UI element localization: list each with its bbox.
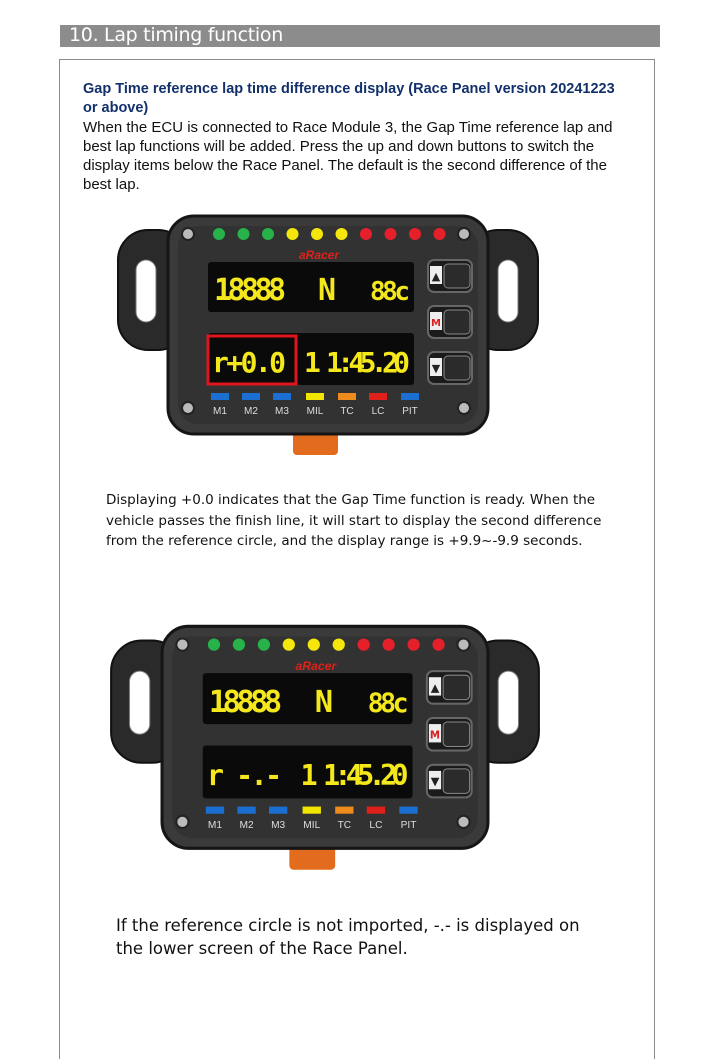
mode-icon: M [431, 318, 441, 329]
indicator-label-tc: TC [337, 819, 352, 831]
indicator-label-m3: M3 [271, 819, 286, 831]
status-led [262, 228, 274, 240]
status-led [409, 228, 421, 240]
rpm-readout: 18888 [208, 684, 283, 720]
indicator-label-m1: M1 [207, 819, 223, 831]
status-led [283, 639, 295, 651]
mode-icon: M [429, 730, 441, 742]
gap-readout: r+0.0 [212, 346, 286, 379]
mode-button[interactable] [427, 718, 472, 751]
indicator-label-mil: MIL [306, 406, 324, 417]
gap-readout: r -.- [206, 759, 283, 793]
indicator-lamp-m3 [273, 393, 291, 400]
mode-button[interactable] [428, 306, 472, 338]
race-panel-image-not-imported [100, 610, 550, 885]
indicator-label-pit: PIT [402, 406, 418, 417]
status-led [308, 639, 320, 651]
status-led [311, 228, 323, 240]
down-arrow-icon: ▼ [431, 362, 441, 375]
lap-readout: 1 [304, 346, 321, 379]
up-button[interactable] [427, 671, 472, 704]
down-arrow-icon: ▼ [430, 775, 440, 789]
up-arrow-icon: ▲ [430, 681, 440, 695]
caption-not-imported: If the reference circle is not imported, -.- is displayed on the lower screen of the Race Panel. [116, 916, 580, 958]
status-led [238, 228, 250, 240]
indicator-label-mil: MIL [303, 819, 321, 831]
status-led [432, 639, 444, 651]
laptime-readout: 1:45.20 [326, 346, 410, 379]
caption-gap-ready: Displaying +0.0 indicates that the Gap Time function is ready. When the vehicle passes the finish line, it will start to display the second difference from the reference circle, and the display range is +9.9~-9.9 seconds. [106, 492, 602, 549]
indicator-lamp-tc [335, 807, 353, 814]
indicator-label-m2: M2 [239, 819, 254, 831]
lap-readout: 1 [300, 759, 318, 793]
race-panel-image-ready [108, 200, 548, 470]
up-arrow-icon: ▲ [431, 270, 441, 283]
down-button[interactable] [428, 352, 472, 384]
indicator-lamp-pit [401, 393, 419, 400]
status-led [258, 639, 270, 651]
indicator-lamp-mil [306, 393, 324, 400]
status-led [336, 228, 348, 240]
indicator-label-tc: TC [340, 406, 354, 417]
status-led [408, 639, 420, 651]
indicator-label-lc: LC [369, 819, 383, 831]
status-led [358, 639, 370, 651]
feature-heading: Gap Time reference lap time difference display (Race Panel version 20241223 or above) [83, 81, 615, 116]
indicator-lamp-m1 [206, 807, 224, 814]
indicator-label-m3: M3 [275, 406, 289, 417]
indicator-lamp-m2 [237, 807, 255, 814]
section-title: 10. Lap timing function [69, 24, 283, 46]
indicator-label-m2: M2 [244, 406, 258, 417]
up-button[interactable] [428, 260, 472, 292]
status-led [383, 639, 395, 651]
status-led [360, 228, 372, 240]
indicator-lamp-tc [338, 393, 356, 400]
intro-paragraph: When the ECU is connected to Race Module 3, the Gap Time reference lap and best lap functions will be added. Press the up and down buttons to switch the display items below the Race Panel. The default is the second difference of the best lap. [83, 119, 613, 193]
indicator-label-lc: LC [371, 406, 385, 417]
indicator-lamp-mil [303, 807, 321, 814]
indicator-lamp-lc [369, 393, 387, 400]
temp-readout: 88c [370, 277, 410, 307]
brand-logo: aRacer [298, 248, 340, 262]
status-led [333, 639, 345, 651]
laptime-readout: 1:45.20 [322, 759, 409, 793]
gear-readout: N [318, 273, 337, 308]
indicator-lamp-lc [367, 807, 385, 814]
brand-logo: aRacer [295, 659, 337, 674]
indicator-lamp-m3 [269, 807, 287, 814]
indicator-lamp-m2 [242, 393, 260, 400]
temp-readout: 88c [367, 687, 409, 719]
status-led [434, 228, 446, 240]
rpm-readout: 18888 [214, 273, 286, 308]
indicator-lamp-pit [399, 807, 417, 814]
status-led [213, 228, 225, 240]
gear-readout: N [314, 684, 334, 720]
status-led [208, 639, 220, 651]
status-led [287, 228, 299, 240]
section-header [60, 25, 660, 47]
status-led [385, 228, 397, 240]
status-led [233, 639, 245, 651]
down-button[interactable] [427, 765, 472, 798]
indicator-label-m1: M1 [213, 406, 227, 417]
indicator-lamp-m1 [211, 393, 229, 400]
indicator-label-pit: PIT [400, 819, 417, 831]
